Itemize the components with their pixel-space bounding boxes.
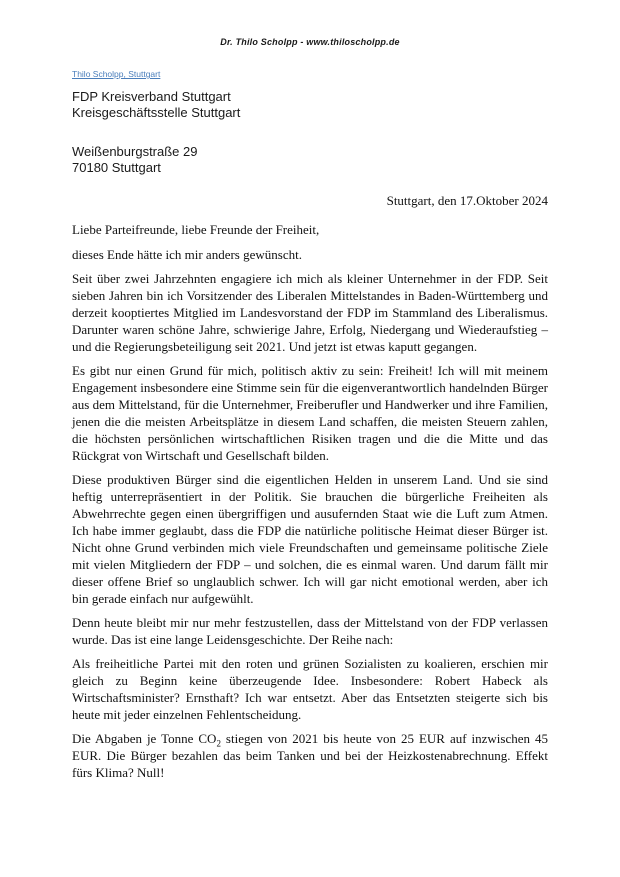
body-paragraph-mittelstand: Denn heute bleibt mir nur mehr festzustellen, dass der Mittelstand von der FDP verlassen wurde. Das ist eine lange Leidensgeschichte. Der Reihe nach:: [72, 615, 548, 647]
masthead: Dr. Thilo Scholpp - www.thiloscholpp.de: [220, 37, 400, 47]
body-paragraph-coalition: Als freiheitliche Partei mit den roten und grünen Sozialisten zu koalieren, erschien mir gleich zu Beginn keine überzeugende Idee. Insbesondere: Robert Habeck als Wirtschaftsminister? Ernsthaft? Ich war entsetzt. Aber das Entsetzten steigerte sich bis heute mit jeder einzelnen Fehlentscheidung.: [72, 656, 548, 722]
recipient-block: [72, 89, 548, 175]
co2-text-after: stiegen von 2021 bis heute von 25 EUR auf inzwischen 45 EUR. Die Bürger bezahlen das beim Tanken und bei der Heizkostenabrechnung. Effekt fürs Klima? Null!: [72, 731, 548, 780]
body-paragraph-freedom: Es gibt nur einen Grund für mich, politisch aktiv zu sein: Freiheit! Ich will mit meinem Engagement insbesondere eine Stimme sein für die eigenverantwortlich handelnden Bürger aus dem Mittelstand, für die Unternehmer, Freiberufler und Handwerker und ihre Familien, jenen die die meisten Arbeitsplätze in diesem Land schaffen, die meisten Steuern zahlen, die höchsten persönlichen wirtschaftlichen Risiken tragen und die die Mitte und das Rückgrat von Wirtschaft und Gesellschaft bilden.: [72, 363, 548, 463]
recipient-line-org: FDP Kreisverband Stuttgart: [72, 89, 231, 104]
opening-line: dieses Ende hätte ich mir anders gewünscht.: [72, 247, 302, 262]
co2-subscript: 2: [216, 738, 221, 749]
sender-link[interactable]: Thilo Scholpp, Stuttgart: [72, 69, 161, 79]
letter-content: [72, 47, 548, 781]
body-paragraph-citizens: Diese produktiven Bürger sind die eigentlichen Helden in unserem Land. Und sie sind heftig unterrepräsentiert in der Politik. Sie brauchen die bürgerliche Freiheiten als Abwehrrechte gegen einen übergriffigen und ausufernden Staat wie die Luft zum Atmen. Ich habe immer geglaubt, dass die FDP die natürliche politische Heimat dieser Bürger ist. Nicht ohne Grund verbinden mich viele Freundschaften und gemeinsame politische Ziele mit vielen Mitgliedern der FDP – und solchen, die es einmal waren. Und darum fällt mir dieser offene Brief so unglaublich schwer. Ich will gar nicht emotional werden, aber ich bin gerade einfach nur aufgewühlt.: [72, 472, 548, 606]
date-line: Stuttgart, den 17.Oktober 2024: [386, 193, 548, 208]
recipient-line-city: 70180 Stuttgart: [72, 159, 161, 175]
body-paragraph-co2: [72, 730, 548, 781]
recipient-line-office: Kreisgeschäftsstelle Stuttgart: [72, 104, 241, 120]
body-paragraph-intro: Seit über zwei Jahrzehnten engagiere ich mich als kleiner Unternehmer in der FDP. Seit sieben Jahren bin ich Vorsitzender des Liberalen Mittelstandes in Baden-Württemberg und derzeit kooptiertes Mitglied im Landesvorstand der FDP im Stammland des Liberalismus. Darunter waren schöne Jahre, schwierige Jahre, Erfolg, Niedergang und Wiederaufstieg – und die Regierungsbeteiligung seit 2021. Und jetzt ist etwas kaputt gegangen.: [72, 271, 548, 354]
recipient-spacer: [72, 120, 548, 144]
recipient-line-street: Weißenburgstraße 29: [72, 144, 198, 159]
salutation: Liebe Parteifreunde, liebe Freunde der Freiheit,: [72, 222, 320, 237]
co2-text-before: Die Abgaben je Tonne CO: [72, 731, 217, 746]
